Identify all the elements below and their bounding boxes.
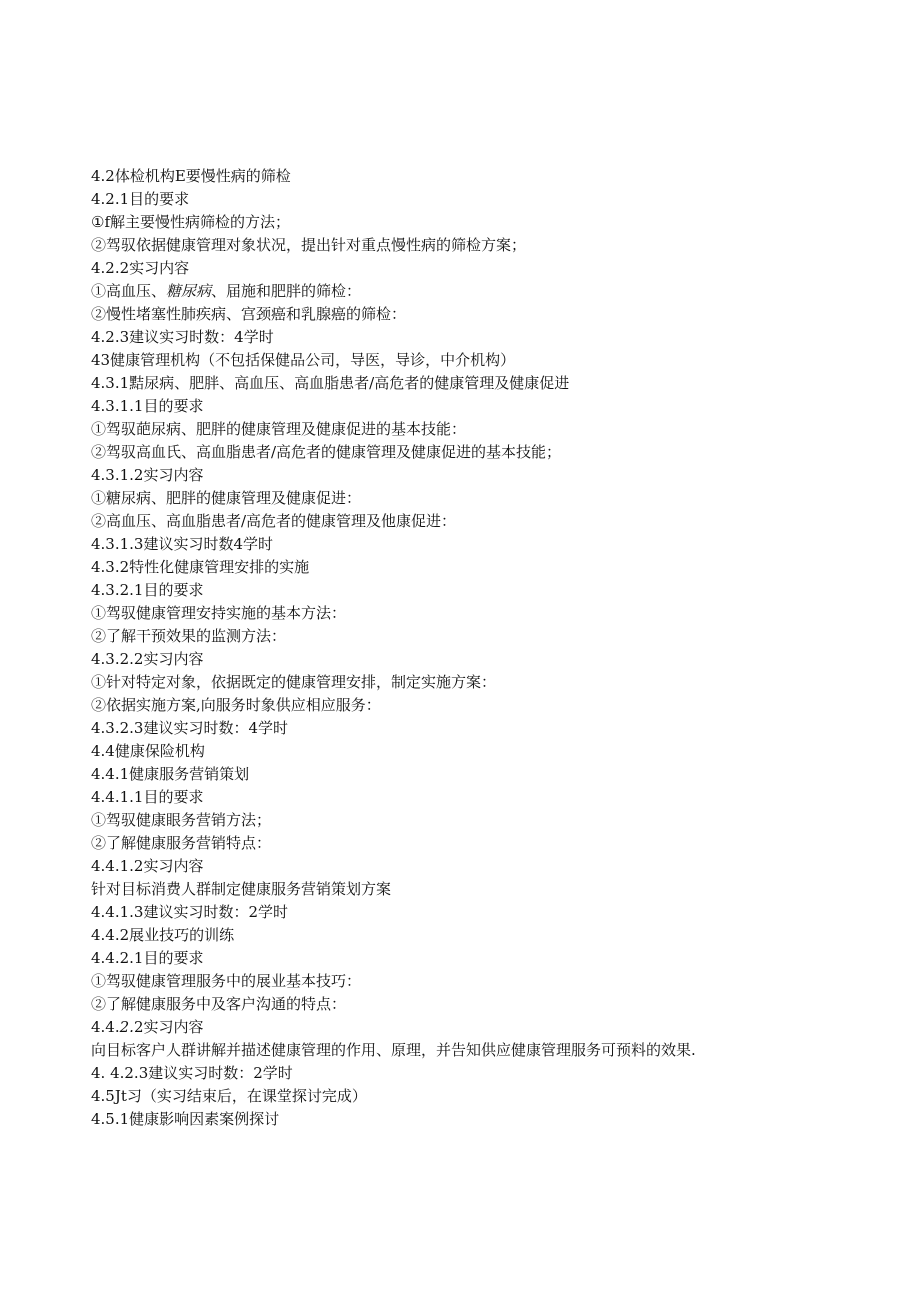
list-item: ①驾驭葩尿病、肥胖的健康管理及健康促进的基本技能： bbox=[91, 420, 467, 438]
subsection-heading: 4.2.3建议实习时数：4学时 bbox=[91, 328, 274, 346]
subsection-heading: 4.3.2.3建议实习时数：4学时 bbox=[91, 719, 289, 737]
subsection-heading: 4.3.2特性化健康管理安排的实施 bbox=[91, 558, 310, 576]
subsection-heading: 4.4.1.3建议实习时数：2学时 bbox=[91, 903, 289, 921]
subsection-heading: 4.3.1黠尿病、肥胖、高血压、高血脂患者/高危者的健康管理及健康促进 bbox=[91, 374, 570, 392]
subsection-heading: 4.4.1.2实习内容 bbox=[91, 857, 204, 875]
list-item: ①糖尿病、肥胖的健康管理及健康促进： bbox=[91, 489, 362, 507]
list-item: ②高血压、高血脂患者/高危者的健康管理及他康促进： bbox=[91, 512, 457, 530]
subsection-heading: 4. 4.2.3建议实习时数：2学时 bbox=[91, 1064, 293, 1082]
subsection-heading: 4.4.1.1目的要求 bbox=[91, 788, 204, 806]
section-heading: 43健康管理机构（不包括保健品公司，导医，导诊，中介机构） bbox=[91, 351, 516, 369]
paragraph: 针对目标消费人群制定健康服务营销策划方案 bbox=[91, 880, 392, 898]
subsection-heading: 4.2.2实习内容 bbox=[91, 259, 190, 277]
list-item: ②了解健康服务中及客户沟通的特点： bbox=[91, 995, 347, 1013]
list-item: ①f解主要慢性病筛检的方法； bbox=[91, 213, 291, 231]
text-segment: 、届施和肥胖的筛检： bbox=[211, 282, 362, 300]
subsection-heading: 4.4.2展业技巧的训练 bbox=[91, 926, 235, 944]
list-item: ①针对特定对象，依据既定的健康管理安排，制定实施方案： bbox=[91, 673, 497, 691]
list-item: ②了解健康服务营销特点： bbox=[91, 834, 272, 852]
subsection-heading: 4.3.2.1目的要求 bbox=[91, 581, 204, 599]
list-item: ①驾驭健康管理安持实施的基本方法： bbox=[91, 604, 347, 622]
list-item: ②依据实施方案,向服务时象供应相应服务： bbox=[91, 696, 381, 714]
section-heading: 4.4健康保险机构 bbox=[91, 742, 205, 760]
subsection-heading: 4.3.1.3建议实习时数4学时 bbox=[91, 535, 274, 553]
document-body bbox=[91, 165, 891, 1131]
italic-text-segment: 糖尿病 bbox=[166, 282, 212, 300]
list-item: ②驾驭高血氏、高血脂患者/高危者的健康管理及健康促进的基本技能； bbox=[91, 443, 562, 461]
section-heading: 4.2体检机构E要慢性病的筛检 bbox=[91, 167, 291, 185]
subsection-heading: 4.2.1目的要求 bbox=[91, 190, 190, 208]
list-item bbox=[91, 280, 891, 303]
text-segment: 2实习内容 bbox=[133, 1018, 204, 1036]
list-item: ②驾驭依据健康管理对象状况，提出针对重点慢性病的筛检方案； bbox=[91, 236, 527, 254]
section-heading: 4.5Jt习（实习结束后，在课堂探讨完成） bbox=[91, 1087, 367, 1105]
subsection-heading: 4.3.2.2实习内容 bbox=[91, 650, 204, 668]
subsection-heading: 4.3.1.1目的要求 bbox=[91, 397, 204, 415]
list-item: ①驾驭健康管理服务中的展业基本技巧： bbox=[91, 972, 362, 990]
subsection-heading: 4.4.2.1目的要求 bbox=[91, 949, 204, 967]
italic-text-segment: 2. bbox=[119, 1018, 134, 1036]
paragraph: 向目标客户人群讲解并描述健康管理的作用、原理，并告知供应健康管理服务可预料的效果. bbox=[91, 1041, 696, 1059]
text-segment: ①高血压、 bbox=[91, 282, 167, 300]
subsection-heading: 4.4.1健康服务营销策划 bbox=[91, 765, 250, 783]
subsection-heading: 4.5.1健康影响因素案例探讨 bbox=[91, 1110, 280, 1128]
list-item: ②了解干预效果的监测方法： bbox=[91, 627, 287, 645]
subsection-heading bbox=[91, 1016, 891, 1039]
text-segment: 4.4. bbox=[91, 1018, 120, 1036]
list-item: ②慢性堵塞性肺疾病、宫颈癌和乳腺癌的筛检： bbox=[91, 305, 407, 323]
list-item: ①驾驭健康眼务营销方法； bbox=[91, 811, 272, 829]
subsection-heading: 4.3.1.2实习内容 bbox=[91, 466, 204, 484]
